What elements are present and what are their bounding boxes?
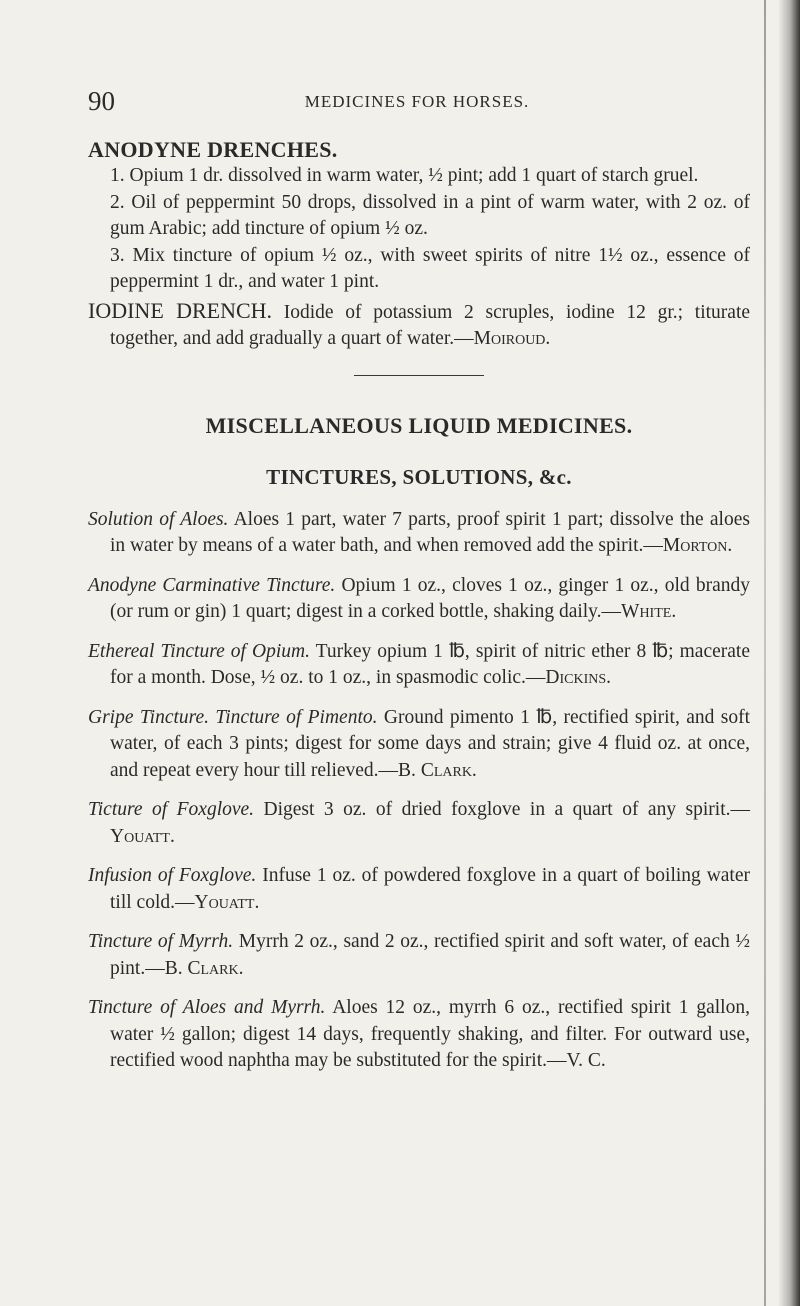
entry-title: Tincture of Myrrh. [88,931,234,952]
anodyne-recipe-1 [88,163,750,190]
section-title: MISCELLANEOUS LIQUID MEDICINES. [205,412,633,438]
entry-text: Aloes 12 oz., myrrh 6 oz., rectified spirit 1 gallon, water ½ gallon; digest 14 days, frequently shaking, and filter. For outward use, rectified wood naphtha may be substituted for the spirit.— [110,997,750,1071]
author-name: Clark. [420,759,477,781]
entry-solution-of-aloes [88,507,750,560]
page-body [88,136,750,1088]
author-name: Moiroud. [473,328,551,349]
author-name: White. [621,601,677,622]
entry-title: Gripe Tincture. Tincture of Pimento. [88,706,378,728]
author-name: Youatt. [110,825,175,847]
author-name: Morton. [662,535,733,556]
section-divider [354,375,484,376]
entry-text: Ground pimento 1 ℔, rectified spirit, and soft water, of each 3 pints; digest for some days and strain; give 4 fluid oz. at once, and repeat every hour till relieved.—B. [110,706,750,781]
entry-text: Digest 3 oz. of dried foxglove in a quart of any spirit.— [263,799,750,820]
iodine-drench-heading: IODINE DRENCH. [88,297,273,323]
page-number: 90 [88,86,115,116]
running-head: MEDICINES FOR HORSES. [304,92,530,111]
section-subtitle: TINCTURES, SOLUTIONS, &c. [266,464,572,489]
entry-text: Turkey opium 1 ℔, spirit of nitric ether 8 ℔; macerate for a month. Dose, ½ oz. to 1 oz., in spasmodic colic.— [110,640,750,688]
entry-anodyne-carminative-tincture [88,573,750,626]
entry-ethereal-tincture-of-opium [88,639,750,692]
entry-title: Ticture of Foxglove. [88,799,255,820]
entry-title: Anodyne Carminative Tincture. [88,574,336,596]
author-name: V. C. [566,1050,606,1071]
entry-title: Solution of Aloes. [88,508,229,530]
entry-tincture-of-myrrh [88,929,750,982]
entry-text: Opium 1 oz., cloves 1 oz., ginger 1 oz., old brandy (or rum or gin) 1 quart; digest in a corked bottle, shaking daily.— [110,574,750,622]
iodine-text: Iodide of potassium 2 scruples, iodine 12 gr.; titurate together, and add gradually a quart of water.— [110,301,751,349]
anodyne-recipe-2 [88,190,750,243]
entry-text: Infuse 1 oz. of powdered foxglove in a quart of boiling water till cold.— [110,865,750,913]
author-name: Youatt. [194,891,260,913]
recipe-text: 3. Mix tincture of opium ½ oz., with sweet spirits of nitre 1½ oz., essence of peppermint 1 dr., and water 1 pint. [110,244,750,292]
entry-title: Infusion of Foxglove. [88,865,257,886]
entry-title: Ethereal Tincture of Opium. [88,640,310,662]
entry-gripe-tincture [88,705,750,785]
page-header [88,86,746,116]
author-name: Dickins. [545,667,612,688]
anodyne-drenches-heading: ANODYNE DRENCHES. [88,137,338,162]
entry-text: Aloes 1 part, water 7 parts, proof spirit 1 part; dissolve the aloes in water by means of a water bath, and when removed add the spirit.— [110,508,750,556]
page-fold-line [764,0,766,1306]
entry-infusion-of-foxglove [88,863,750,916]
entry-tincture-of-aloes-and-myrrh [88,995,750,1075]
anodyne-recipe-3 [88,243,750,296]
recipe-text: 1. Opium 1 dr. dissolved in warm water, ½ pint; add 1 quart of starch gruel. [110,165,699,186]
iodine-drench [88,298,750,353]
entry-ticture-of-foxglove [88,797,750,850]
recipe-text: 2. Oil of peppermint 50 drops, dissolved in a pint of warm water, with 2 oz. of gum Arabic; add tincture of opium ½ oz. [110,191,750,239]
author-name: Clark. [187,957,244,979]
entry-text: Myrrh 2 oz., sand 2 oz., rectified spirit and soft water, of each ½ pint.—B. [110,931,751,979]
entry-title: Tincture of Aloes and Myrrh. [88,997,326,1018]
page-edge-shadow [778,0,800,1306]
